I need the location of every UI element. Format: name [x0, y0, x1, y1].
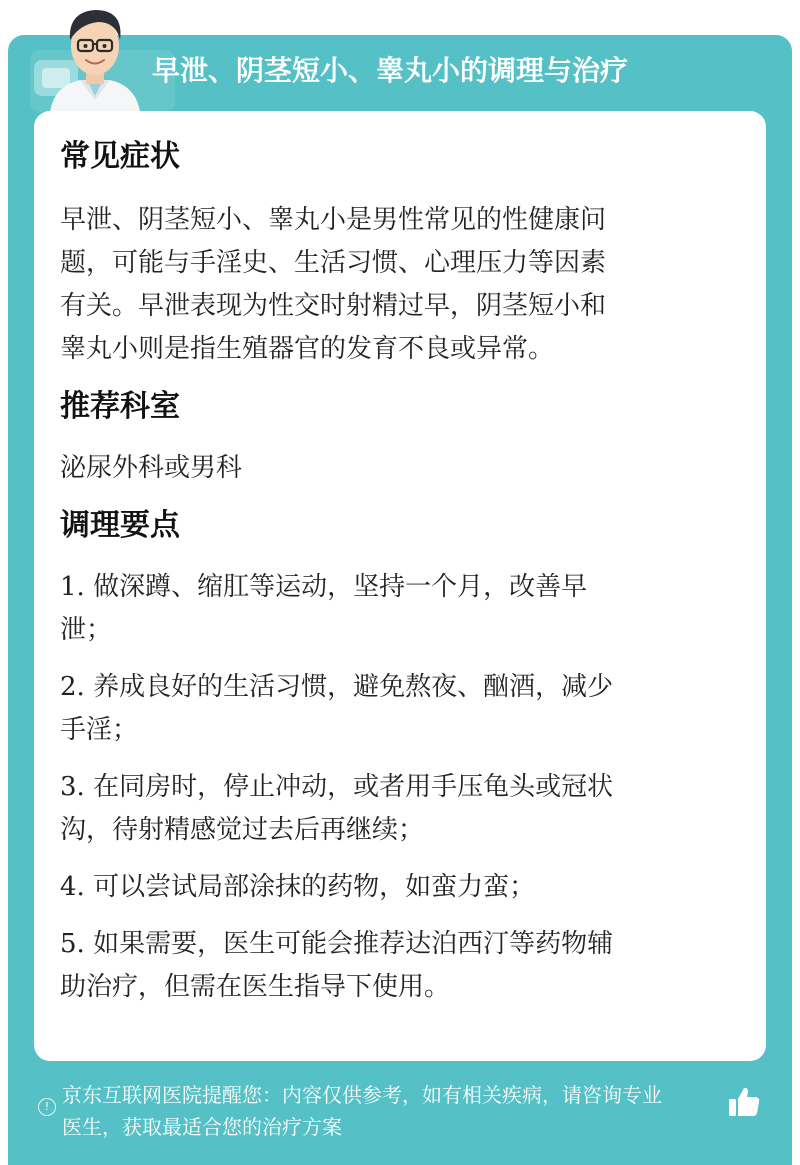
- item-line: 养成良好的生活习惯，避免熬夜、酗酒，减少: [93, 672, 614, 702]
- item-number: 1.: [60, 572, 85, 602]
- list-item: [60, 666, 740, 752]
- disclaimer-line: 医生，获取最适合您的治疗方案: [62, 1115, 342, 1139]
- item-line: 做深蹲、缩肛等运动，坚持一个月，改善早: [93, 572, 588, 602]
- section-title: 推荐科室: [60, 389, 180, 424]
- department-text: 泌尿外科或男科: [60, 453, 243, 483]
- disclaimer-text: [62, 1079, 732, 1143]
- item-line: 手淫；: [60, 715, 139, 745]
- item-line: 泄；: [60, 615, 113, 645]
- section-symptoms: [60, 135, 740, 371]
- list-item: [60, 923, 740, 1009]
- item-line: 可以尝试局部涂抹的药物，如蛮力蛮；: [93, 872, 536, 902]
- section-department: [60, 385, 740, 490]
- list-item: [60, 766, 740, 852]
- item-line: 如果需要，医生可能会推荐达泊西汀等药物辅: [93, 929, 614, 959]
- content-card: [34, 111, 766, 1061]
- item-number: 3.: [60, 772, 85, 802]
- section-title: 调理要点: [60, 508, 180, 543]
- info-icon: !: [38, 1098, 56, 1116]
- symptoms-paragraph: [60, 199, 740, 371]
- section-care-points: [60, 504, 740, 1009]
- item-number: 5.: [60, 929, 85, 959]
- paragraph-line: 睾丸小则是指生殖器官的发育不良或异常。: [60, 334, 555, 364]
- disclaimer-line: 京东互联网医院提醒您：内容仅供参考，如有相关疾病，请咨询专业: [62, 1083, 662, 1107]
- section-title: 常见症状: [60, 139, 180, 174]
- list-item: [60, 566, 740, 652]
- paragraph-line: 题，可能与手淫史、生活习惯、心理压力等因素: [60, 248, 607, 278]
- item-number: 4.: [60, 872, 85, 902]
- item-number: 2.: [60, 672, 85, 702]
- paragraph-line: 早泄、阴茎短小、睾丸小是男性常见的性健康问: [60, 205, 607, 235]
- disclaimer-footer: [36, 1074, 776, 1154]
- page-title: 早泄、阴茎短小、睾丸小的调理与治疗: [152, 54, 629, 87]
- item-line: 助治疗，但需在医生指导下使用。: [60, 972, 451, 1002]
- list-item: [60, 866, 740, 909]
- thumbs-up-icon[interactable]: [726, 1084, 762, 1120]
- paragraph-line: 有关。早泄表现为性交时射精过早，阴茎短小和: [60, 291, 607, 321]
- item-line: 沟，待射精感觉过去后再继续；: [60, 815, 425, 845]
- item-line: 在同房时，停止冲动，或者用手压龟头或冠状: [93, 772, 614, 802]
- doctor-avatar-icon: [40, 0, 150, 112]
